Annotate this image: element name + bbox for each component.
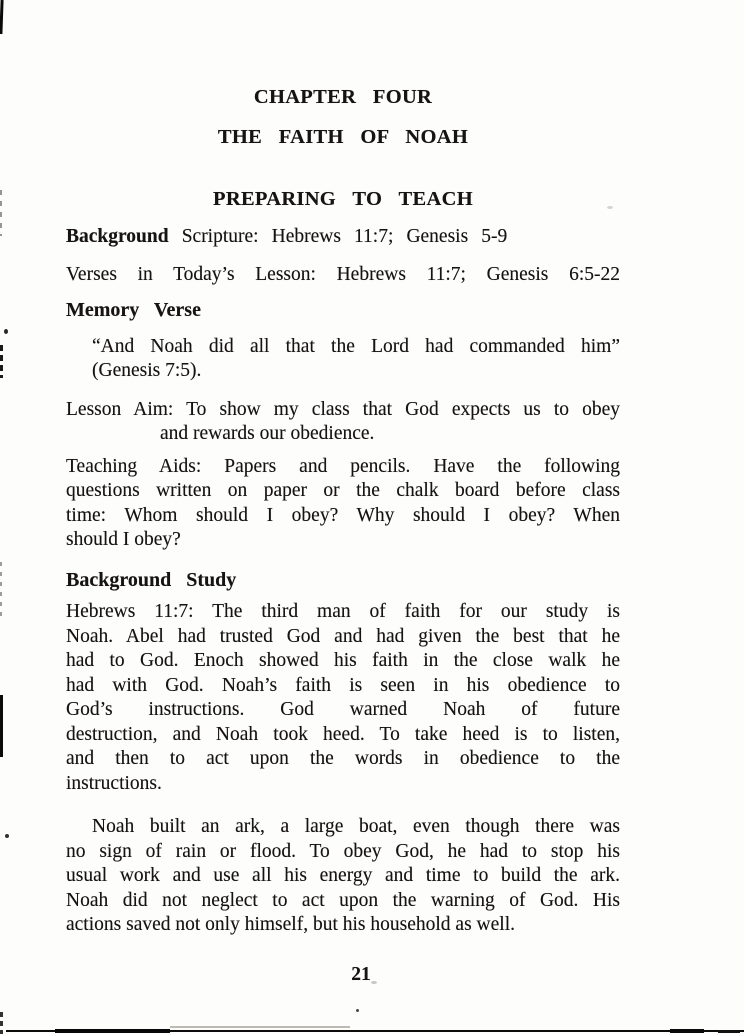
scan-smudge-bottom (170, 1026, 350, 1028)
background-study-heading: Background Study (66, 568, 237, 591)
verses-in-todays-lesson-line: Verses in Today’s Lesson: Hebrews 11:7; Genesis 6:5-22 (66, 263, 620, 285)
text-line: Noah built an ark, a large boat, even though there was (92, 816, 620, 837)
text-line: Hebrews 11:7: The third man of faith for our study is (66, 601, 620, 622)
memory-verse-quote (66, 335, 620, 384)
text-line: and rewards our obedience. (160, 423, 375, 444)
background-scripture-line (66, 225, 620, 250)
scan-speck (5, 834, 9, 838)
memory-verse-heading: Memory Verse (66, 299, 201, 321)
background-scripture-text: Scripture: Hebrews 11:7; Genesis 5-9 (181, 226, 508, 247)
section-heading-preparing-to-teach: PREPARING TO TEACH (213, 188, 473, 210)
background-study-paragraph-1 (66, 600, 620, 796)
scan-mark-left-edge (0, 345, 3, 378)
scan-line-bottom (670, 1029, 704, 1033)
scan-speck (4, 329, 8, 334)
background-scripture-label: Background (66, 226, 169, 247)
scan-speck (356, 1009, 359, 1012)
text-line: and then to act upon the words in obedience to the (66, 748, 620, 769)
text-line: Lesson Aim: To show my class that God expects us to obey (66, 398, 620, 420)
text-line: destruction, and Noah took heed. To take heed is to listen, (66, 723, 620, 745)
text-line: no sign of rain or flood. To obey God, he had to stop his (66, 840, 620, 862)
text-line: had with God. Noah’s faith is seen in his obedience to (66, 674, 620, 696)
background-study-paragraph-2 (66, 815, 620, 938)
text-line: Noah. Abel had trusted God and had given the best that he (66, 625, 620, 647)
text-line: God’s instructions. God warned Noah of future (66, 699, 620, 720)
scan-line-bottom (6, 1030, 744, 1032)
text-line: should I obey? (66, 529, 181, 550)
scan-mark-left-edge (0, 1012, 3, 1034)
chapter-title: CHAPTER FOUR (253, 86, 433, 108)
scan-mark-top-left (0, 0, 4, 34)
text-line: instructions. (66, 772, 162, 794)
text-line: (Genesis 7:5). (92, 360, 202, 381)
text-line: Noah did not neglect to act upon the warning of God. His (66, 889, 620, 911)
scan-line-bottom (718, 1030, 740, 1033)
scan-mark-left-edge (0, 695, 3, 757)
text-line: questions written on paper or the chalk board before class (66, 480, 620, 501)
scan-mark-left-edge (0, 190, 2, 236)
text-line: Teaching Aids: Papers and pencils. Have the following (66, 455, 620, 477)
scan-line-bottom (55, 1029, 170, 1033)
text-line: usual work and use all his energy and time to build the ark. (66, 865, 620, 886)
text-line: actions saved not only himself, but his household as well. (66, 914, 515, 935)
teaching-aids-paragraph (66, 455, 620, 553)
chapter-subtitle: THE FAITH OF NOAH (217, 126, 469, 148)
text-line: “And Noah did all that the Lord had commanded him” (92, 335, 620, 357)
page-number: 21 (351, 963, 371, 985)
scan-mark-left-edge (0, 562, 2, 616)
text-line: had to God. Enoch showed his faith in the close walk he (66, 650, 620, 671)
text-column (66, 0, 620, 987)
lesson-aim-paragraph (66, 398, 620, 447)
text-line: time: Whom should I obey? Why should I obey? When (66, 504, 620, 526)
